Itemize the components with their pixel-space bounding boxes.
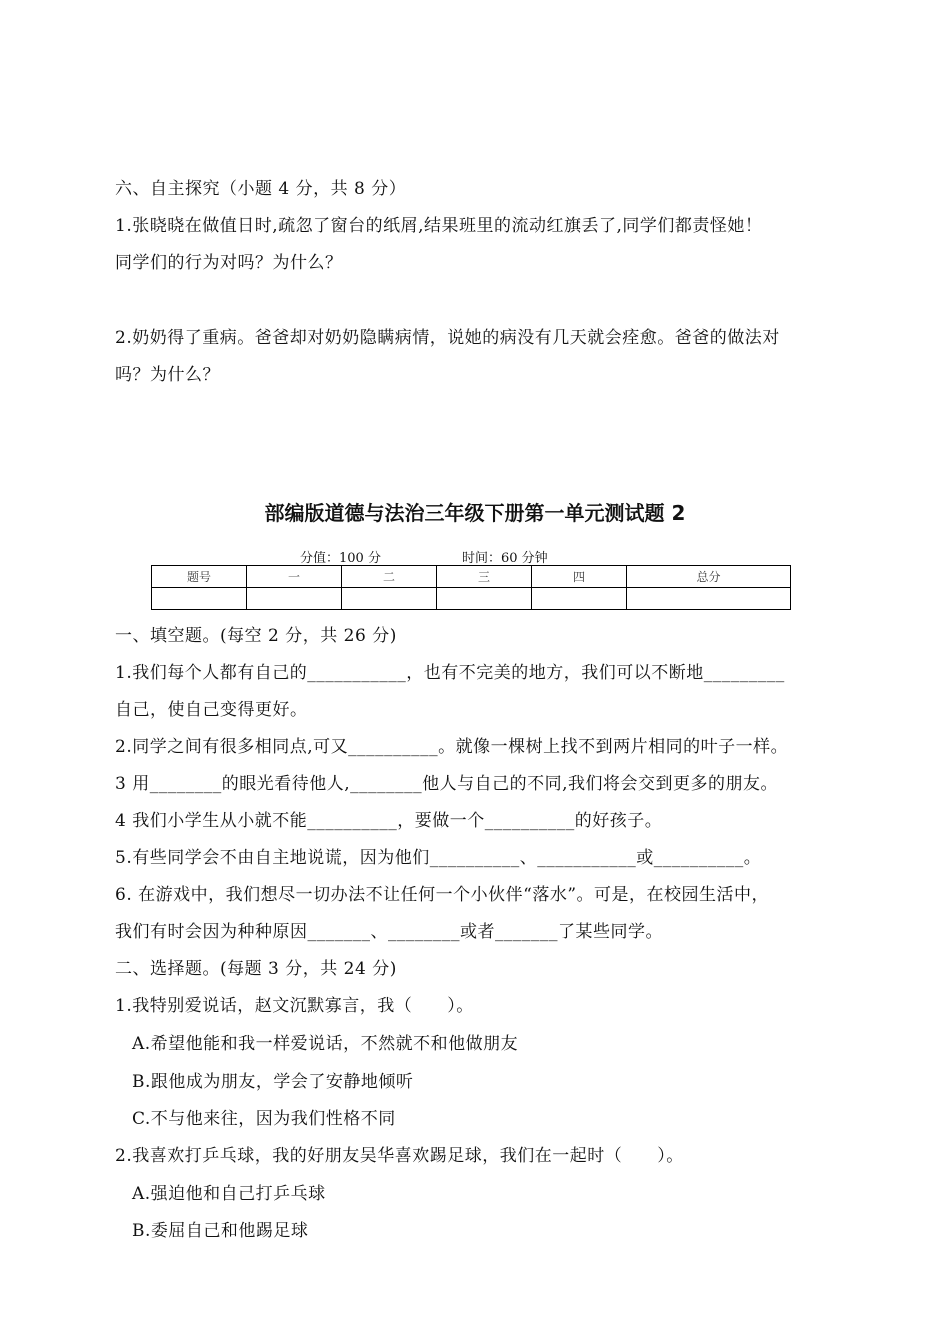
score-header-cell: 题号 [152,566,247,588]
score-header-cell: 三 [437,566,532,588]
fill-line: 2.同学之间有很多相同点,可又__________。就像一棵树上找不到两片相同的叶子一样。 [115,737,789,757]
section6-q2-line1: 2.奶奶得了重病。爸爸却对奶奶隐瞒病情，说她的病没有几天就会痊愈。爸爸的做法对 [115,328,780,348]
score-blank-cell[interactable] [437,588,532,610]
choice-option: B.跟他成为朋友，学会了安静地倾听 [132,1072,414,1092]
score-blank-cell[interactable] [532,588,627,610]
score-blank-cell[interactable] [152,588,247,610]
score-blank-cell[interactable] [627,588,791,610]
choice-section-heading: 二、选择题。(每题 3 分，共 24 分) [115,959,397,979]
score-table [151,565,791,610]
fill-line: 自己，使自己变得更好。 [115,700,308,720]
section6-q1-line2: 同学们的行为对吗？为什么？ [115,253,343,273]
section6-q1-line1: 1.张晓晓在做值日时,疏忽了窗台的纸屑,结果班里的流动红旗丢了,同学们都责怪她！ [115,216,763,236]
choice-option: C.不与他来往，因为我们性格不同 [132,1109,396,1129]
page-title: 部编版道德与法治三年级下册第一单元测试题 2 [264,501,686,525]
score-header-cell: 总分 [627,566,791,588]
fill-line: 3 用________的眼光看待他人,________他人与自己的不同,我们将会交到更多的朋友。 [115,774,779,794]
fill-line: 6. 在游戏中，我们想尽一切办法不让任何一个小伙伴“落水”。可是，在校园生活中， [115,885,770,905]
score-header-cell: 二 [342,566,437,588]
score-value: 分值：100 分 [300,551,381,566]
fill-line: 我们有时会因为种种原因_______、________或者_______了某些同学。 [115,922,663,942]
fill-line: 4 我们小学生从小就不能__________，要做一个__________的好孩子。 [115,811,663,831]
choice-question-2: 2.我喜欢打乒乓球，我的好朋友吴华喜欢踢足球，我们在一起时（ ）。 [115,1146,684,1166]
section6-heading: 六、自主探究（小题 4 分，共 8 分） [115,179,407,199]
choice-option: A.强迫他和自己打乒乓球 [132,1184,326,1204]
choice-question-1: 1.我特别爱说话，赵文沉默寡言，我（ ）。 [115,996,474,1016]
score-blank-cell[interactable] [247,588,342,610]
section6-q2-line2: 吗？为什么？ [115,365,220,385]
choice-option: B.委屈自己和他踢足球 [132,1221,309,1241]
score-table-blank-row [152,588,791,610]
score-header-cell: 一 [247,566,342,588]
choice-option: A.希望他能和我一样爱说话，不然就不和他做朋友 [132,1034,519,1054]
score-blank-cell[interactable] [342,588,437,610]
fill-line: 1.我们每个人都有自己的___________，也有不完美的地方，我们可以不断地_________ [115,663,785,683]
score-table-header-row [152,566,791,588]
time-limit: 时间：60 分钟 [462,551,548,566]
score-header-cell: 四 [532,566,627,588]
fill-line: 5.有些同学会不由自主地说谎，因为他们__________、___________或__________。 [115,848,762,868]
fill-section-heading: 一、填空题。(每空 2 分，共 26 分) [115,626,397,646]
